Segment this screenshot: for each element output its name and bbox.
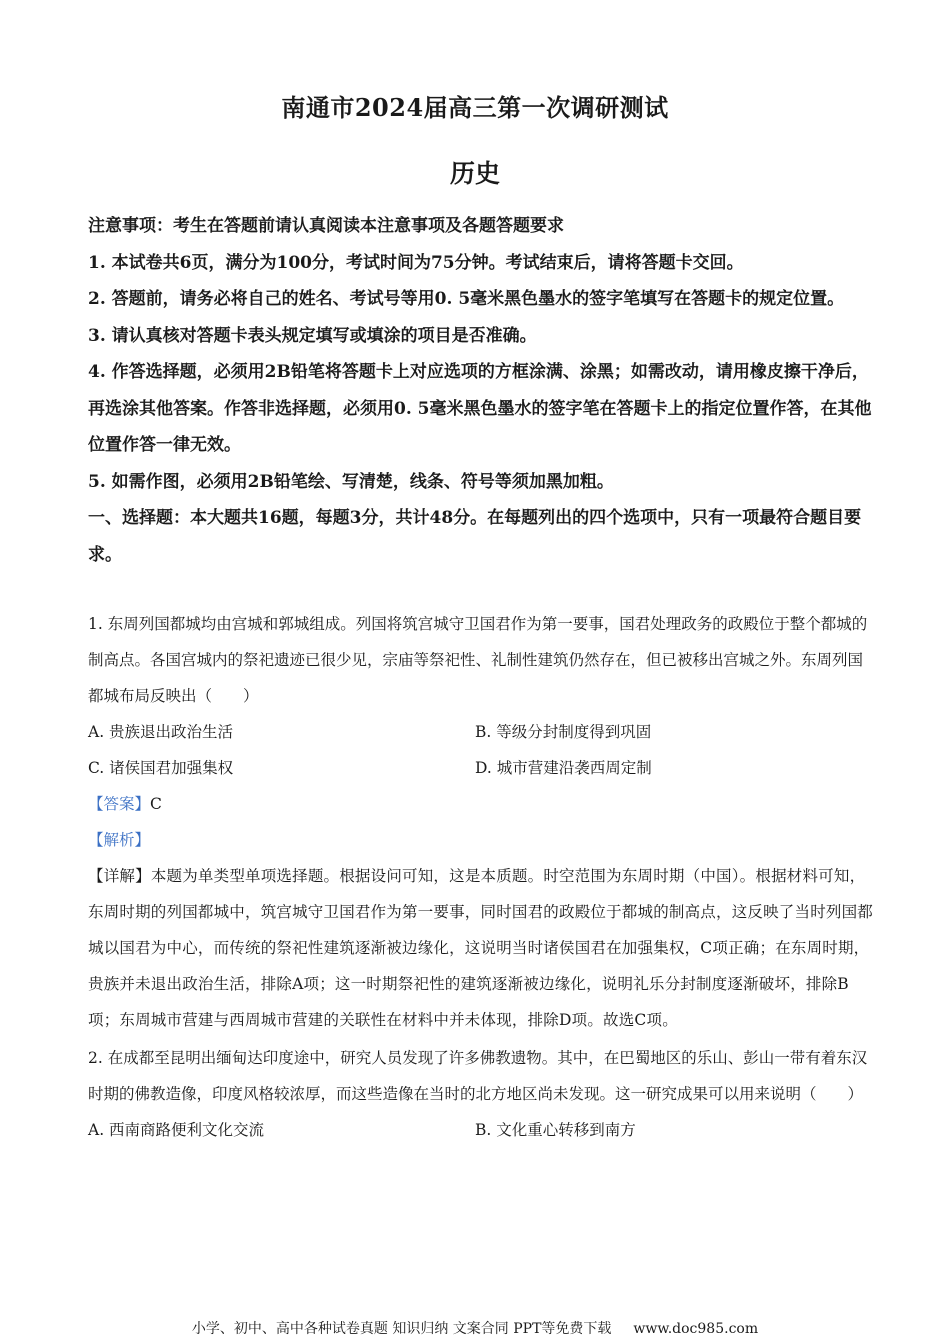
section-heading: 一、选择题：本大题共16题，每题3分，共计48分。在每题列出的四个选项中，只有一项最符合题目要求。	[88, 508, 862, 565]
option-d: D. 城市营建沿袭西周定制	[475, 759, 652, 777]
page-footer	[0, 1318, 950, 1338]
footer-text: 小学、初中、高中各种试卷真题 知识归纳 文案合同 PPT等免费下载	[191, 1321, 612, 1337]
notice-item-5: 5. 如需作图，必须用2B铅笔绘、写清楚，线条、符号等须加黑加粗。	[88, 471, 614, 492]
question-1	[88, 606, 878, 1038]
notice-item-1: 1. 本试卷共6页，满分为100分，考试时间为75分钟。考试结束后，请将答题卡交回。	[88, 252, 744, 273]
subject-title: 历史	[449, 159, 500, 188]
question-stem: 2. 在成都至昆明出缅甸达印度途中，研究人员发现了许多佛教遗物。其中，在巴蜀地区的乐山、彭山一带有着东汉时期的佛教造像，印度风格较浓厚，而这些造像在当时的北方地区尚未发现。这一研究成果可以用来说明（ ）	[88, 1049, 868, 1103]
option-list	[88, 1112, 878, 1148]
option-a: A. 贵族退出政治生活	[88, 723, 234, 741]
option-c: C. 诸侯国君加强集权	[88, 759, 234, 777]
exam-title: 南通市2024届高三第一次调研测试	[281, 93, 669, 122]
detail-tag: 【详解】	[88, 867, 151, 885]
notice-section	[88, 208, 878, 573]
answer-line	[88, 786, 878, 822]
questions-section	[88, 606, 878, 1148]
answer-value: C	[150, 795, 162, 813]
analysis-line	[88, 822, 878, 858]
question-stem: 1. 东周列国都城均由宫城和郭城组成。列国将筑宫城守卫国君作为第一要事，国君处理政务的政殿位于整个都城的制高点。各国宫城内的祭祀遗迹已很少见，宗庙等祭祀性、礼制性建筑仍然存在，但已被移出宫城之外。东周列国都城布局反映出（ ）	[88, 615, 868, 705]
footer-site-link[interactable]: www.doc985.com	[633, 1321, 759, 1337]
option-b: B. 等级分封制度得到巩固	[475, 723, 652, 741]
option-list	[88, 714, 878, 786]
analysis-tag: 【解析】	[88, 831, 151, 849]
answer-tag: 【答案】	[88, 795, 151, 813]
option-a: A. 西南商路便利文化交流	[88, 1121, 265, 1139]
notice-item-2: 2. 答题前，请务必将自己的姓名、考试号等用0. 5毫米黑色墨水的签字笔填写在答题卡的规定位置。	[88, 289, 845, 309]
option-b: B. 文化重心转移到南方	[475, 1121, 636, 1139]
detail-explanation	[88, 858, 878, 1038]
notice-item-3: 3. 请认真核对答题卡表头规定填写或填涂的项目是否准确。	[88, 325, 537, 346]
notice-heading: 注意事项：考生在答题前请认真阅读本注意事项及各题答题要求	[88, 216, 564, 236]
notice-item-4: 4. 作答选择题，必须用2B铅笔将答题卡上对应选项的方框涂满、涂黑；如需改动，请用橡皮擦干净后，再选涂其他答案。作答非选择题，必须用0. 5毫米黑色墨水的签字笔在答题卡上的指定位置作答，在其他位置作答一律无效。	[88, 362, 872, 455]
question-2	[88, 1040, 878, 1148]
detail-text: 本题为单类型单项选择题。根据设问可知，这是本质题。时空范围为东周时期（中国）。根据材料可知，东周时期的列国都城中，筑宫城守卫国君作为第一要事，同时国君的政殿位于都城的制高点，这反映了当时列国都城以国君为中心，而传统的祭祀性建筑逐渐被边缘化，这说明当时诸侯国君在加强集权，C项正确；在东周时期，贵族并未退出政治生活，排除A项；这一时期祭祀性的建筑逐渐被边缘化，说明礼乐分封制度逐渐破坏，排除B项；东周城市营建与西周城市营建的关联性在材料中并未体现，排除D项。故选C项。	[88, 867, 874, 1029]
